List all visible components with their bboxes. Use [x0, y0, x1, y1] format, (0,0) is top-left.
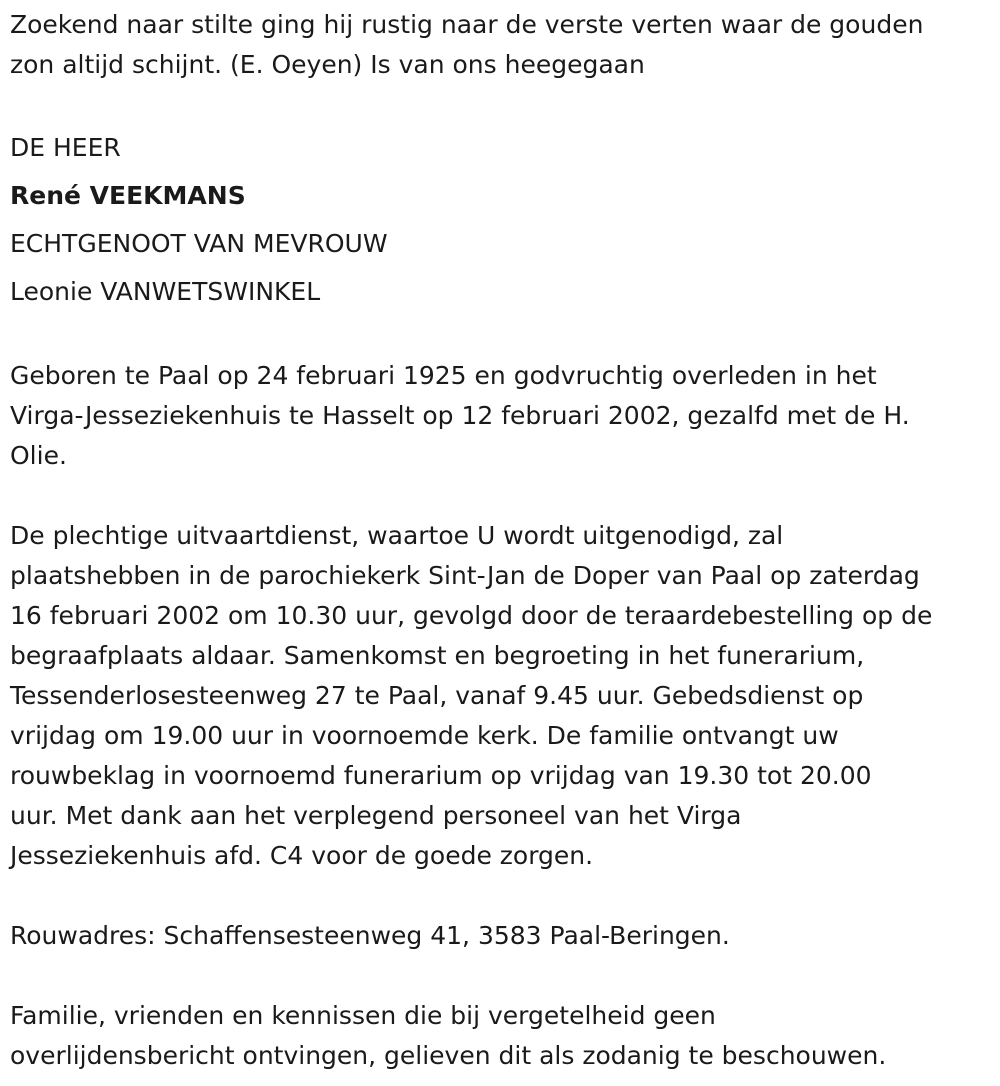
person-name: René VEEKMANS: [10, 181, 246, 210]
ceremony-paragraph: [10, 516, 995, 876]
person-block: [10, 124, 995, 316]
mourning-address: Rouwadres: Schaffensesteenweg 41, 3583 Paal-Beringen.: [10, 921, 730, 950]
closing-line: Familie, vrienden en kennissen die bij vergetelheid geen: [10, 1001, 716, 1030]
ceremony-line: Tessenderlosesteenweg 27 te Paal, vanaf 9.45 uur. Gebedsdienst op: [10, 681, 864, 710]
intro-line: Zoekend naar stilte ging hij rustig naar de verste verten waar de gouden: [10, 10, 924, 39]
birth-death-line: Geboren te Paal op 24 februari 1925 en godvruchtig overleden in het: [10, 361, 877, 390]
intro-paragraph: [10, 5, 995, 85]
ceremony-line: uur. Met dank aan het verplegend personeel van het Virga: [10, 801, 742, 830]
death-notice: [10, 0, 995, 1076]
closing-paragraph: [10, 996, 995, 1076]
ceremony-line: plaatshebben in de parochiekerk Sint-Jan de Doper van Paal op zaterdag: [10, 561, 920, 590]
ceremony-line: Jesseziekenhuis afd. C4 voor de goede zorgen.: [10, 841, 594, 870]
birth-death-line: Olie.: [10, 441, 67, 470]
ceremony-line: rouwbeklag in voornoemd funerarium op vrijdag van 19.30 tot 20.00: [10, 761, 872, 790]
address-paragraph: [10, 916, 995, 956]
ceremony-line: De plechtige uitvaartdienst, waartoe U wordt uitgenodigd, zal: [10, 521, 784, 550]
person-title: DE HEER: [10, 133, 121, 162]
ceremony-line: 16 februari 2002 om 10.30 uur, gevolgd door de teraardebestelling op de: [10, 601, 933, 630]
birth-death-paragraph: [10, 356, 995, 476]
ceremony-line: vrijdag om 19.00 uur in voornoemde kerk. De familie ontvangt uw: [10, 721, 839, 750]
spouse-name: Leonie VANWETSWINKEL: [10, 277, 321, 306]
ceremony-line: begraafplaats aldaar. Samenkomst en begroeting in het funerarium,: [10, 641, 865, 670]
closing-line: overlijdensbericht ontvingen, gelieven dit als zodanig te beschouwen.: [10, 1041, 887, 1070]
birth-death-line: Virga-Jesseziekenhuis te Hasselt op 12 februari 2002, gezalfd met de H.: [10, 401, 910, 430]
person-relation: ECHTGENOOT VAN MEVROUW: [10, 229, 388, 258]
intro-line: zon altijd schijnt. (E. Oeyen) Is van ons heegegaan: [10, 50, 645, 79]
